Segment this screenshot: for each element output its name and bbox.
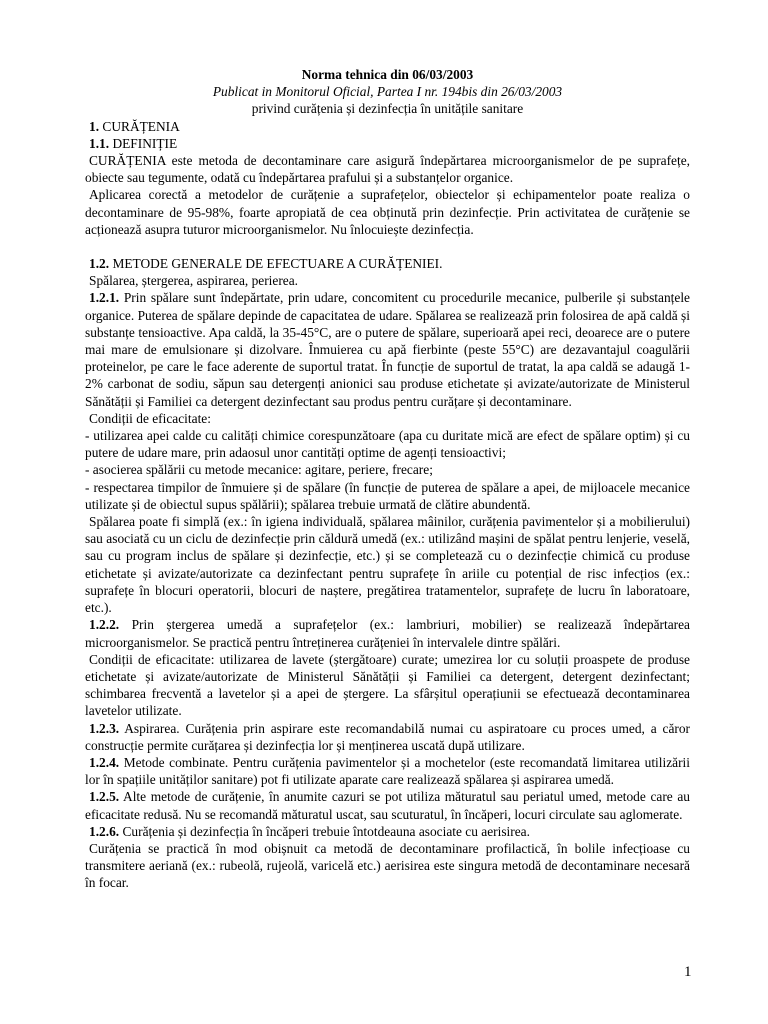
subsection-text: Aspirarea. Curățenia prin aspirare este recomandabilă numai cu aspiratoare cu proces umed, a căror construcție permite curățarea și dezinfecția lor și menținerea uscată după utilizare. (85, 720, 691, 753)
section-number: 1. (89, 118, 100, 134)
section-number: 1.2. (89, 256, 110, 272)
subsection-number: 1.2.6. (89, 823, 120, 839)
document-title: Norma tehnica din 06/03/2003 (301, 67, 474, 82)
subsection-number: 1.2.2. (89, 617, 120, 633)
paragraph: Condiții de eficacitate: utilizarea de lavete (ștergătoare) curate; umezirea lor cu soluții proaspete de produse etichetate și avizate/autorizate de Ministerul Sănătății și Familiei ca detergent, detergent dezinfectant; schimbarea frecventă a lavetelor și a apei de ștergere. La sfârșitul operațiunii se efectuează decontaminarea lavetelor utilizate. (85, 651, 690, 719)
list-item: - respectarea timpilor de înmuiere și de spălare (în funcție de puterea de spălare a apei, de mijloacele mecanice utilizate și de obiectul supus spălării); spălarea trebuie urmată de clătire abundentă. (85, 479, 690, 512)
subsection-text: Curățenia și dezinfecția în încăperi trebuie întotdeauna asociate cu aerisirea. (122, 823, 530, 839)
subsection-1-2-3 (85, 720, 690, 754)
paragraph: Spălarea poate fi simplă (ex.: în igiena individuală, spălarea mâinilor, curățenia pavimentelor și a mobilierului) sau asociată cu un ciclu de dezinfecție prin căldură umedă (ex.: utilizând mașini de spălat pentru lenjerie, veselă, sau cu program inclus de spălare și dezinfecție, etc.) și se completează cu o dezinfecție chimică cu produse etichetate și avizate/autorizate ca dezinfectant pentru suprafețe în ariile cu potențial de risc infecțios (ex.: suprafețe în blocuri operatorii, blocuri de naștere, pregătirea tratamentelor, suprafețe de lucru în laboratoare, etc.). (85, 514, 690, 616)
section-title: CURĂȚENIA (102, 118, 180, 134)
list-item: - utilizarea apei calde cu calități chimice corespunzătoare (apa cu duritate mică are efect de spălare optim) și cu putere de udare mare, prin adaosul unor cantități optime de agenți tensioactivi; (85, 428, 690, 461)
section-number: 1.1. (89, 135, 110, 151)
subsection-number: 1.2.1. (89, 290, 120, 306)
section-heading-1 (85, 118, 690, 135)
document-subject: privind curățenia și dezinfecția în unitățile sanitare (251, 101, 524, 117)
list-item: - asocierea spălării cu metode mecanice: agitare, periere, frecare; (85, 462, 433, 478)
paragraph: Curățenia se practică în mod obișnuit ca metodă de decontaminare profilactică, în bolile infecțioase cu transmitere aeriană (ex.: rubeolă, rujeolă, varicelă etc.) aerisirea este singura metodă de decontaminare necesară în focar. (85, 840, 690, 891)
subsection-number: 1.2.4. (89, 754, 120, 770)
subsection-1-2-4 (85, 754, 690, 788)
paragraph: Aplicarea corectă a metodelor de curățenie a suprafețelor, obiectelor și echipamentelor poate realiza o decontaminare de 95-98%, foarte apropiată de cea obținută prin dezinfecție. Prin activitatea de curățenie se acționează asupra tuturor microorganismelor. Nu înlocuiește dezinfecția. (85, 187, 690, 237)
subsection-number: 1.2.5. (89, 789, 120, 805)
subsection-text: Alte metode de curățenie, în anumite cazuri se pot utiliza măturatul sau periatul umed, metode care au eficacitate redusă. Nu se recomandă măturatul uscat, sau scuturatul, în încăperi, locuri circulate sau aglomerate. (85, 789, 690, 822)
spacer (85, 238, 690, 255)
paragraph: Spălarea, ștergerea, aspirarea, perierea. (89, 273, 299, 289)
definition-paragraph: CURĂȚENIA este metoda de decontaminare care asigură îndepărtarea microorganismelor de pe suprafețe, obiecte sau tegumente, odată cu îndepărtarea prafului și a substanțelor organice. (85, 153, 690, 186)
subsection-text: Prin ștergerea umedă a suprafețelor (ex.: lambriuri, mobilier) se realizează îndepărtarea microorganismelor. Se practică pentru întreținerea curățeniei în intervalele dintre spălări. (85, 617, 690, 650)
publication-subtitle: Publicat in Monitorul Oficial, Partea I nr. 194bis din 26/03/2003 (212, 84, 563, 100)
subsection-text: Metode combinate. Pentru curățenia pavimentelor și a mochetelor (este recomandată limitarea utilizării lor în spațiile unităților sanitare) pot fi utilizate aparate care realizează spălarea și aspirarea umedă. (85, 754, 690, 788)
subsection-1-2-1 (85, 289, 690, 409)
subsection-1-2-6 (85, 823, 690, 840)
document-page (85, 66, 690, 892)
section-heading-1-2 (85, 255, 690, 272)
subsection-1-2-2 (85, 616, 690, 650)
section-title: METODE GENERALE DE EFECTUARE A CURĂȚENIEI. (112, 256, 443, 272)
page-number: 1 (684, 964, 692, 980)
subsection-number: 1.2.3. (89, 720, 120, 736)
section-heading-1-1 (85, 135, 690, 152)
subsection-text: Prin spălare sunt îndepărtate, prin udare, concomitent cu procedurile mecanice, pulberile și substanțele organice. Puterea de spălare depinde de capacitatea de udare. Spălarea se realizează prin folosirea de apă caldă și substanțe tensioactive. Apa caldă, la 35-45°C, are o putere de spălare, superioară apei reci, deoarece are o putere mai mare de emulsionare și dizolvare. Înmuierea cu apă fierbinte (peste 55°C) are dezavantajul coagulării proteinelor, pe care le face aderente de suportul tratat. În funcție de suportul de tratat, la apa caldă se adaugă 1-2% carbonat de sodiu, săpun sau detergenți anionici sau produse etichetate și avizate/autorizate de Ministerul Sănătății și Familiei ca detergent dezinfectant sau produs pentru curățare și decontaminare. (85, 290, 690, 409)
subsection-1-2-5 (85, 788, 690, 822)
paragraph: Condiții de eficacitate: (89, 410, 211, 426)
section-title: DEFINIȚIE (112, 135, 178, 151)
